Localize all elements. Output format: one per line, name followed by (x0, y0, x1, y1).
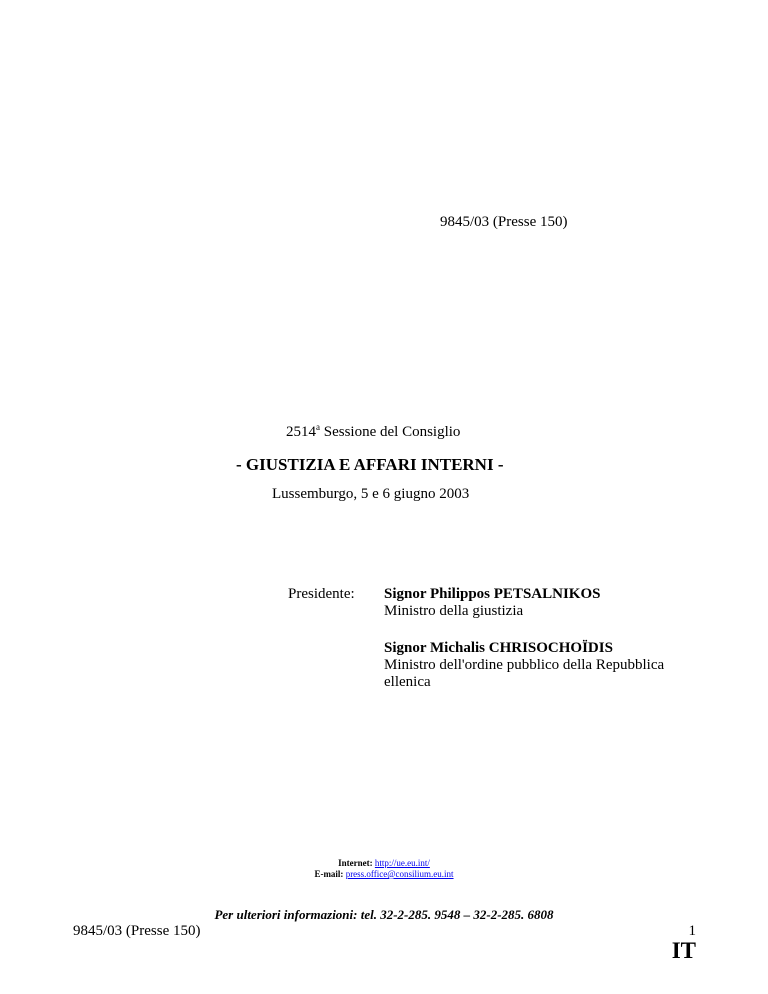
document-reference: 9845/03 (Presse 150) (440, 214, 568, 230)
session-ordinal: a (316, 422, 320, 432)
page-number: 1 (688, 923, 696, 939)
internet-label: Internet: (338, 858, 373, 868)
place-date: Lussemburgo, 5 e 6 giugno 2003 (272, 486, 470, 502)
presidency-label: Presidente: (288, 586, 355, 602)
footer-document-reference: 9845/03 (Presse 150) (73, 923, 201, 939)
president-role: Ministro della giustizia (384, 603, 524, 619)
session-line (286, 422, 460, 441)
language-code: IT (671, 938, 696, 963)
president-name: Signor Michalis CHRISOCHOÏDIS (384, 640, 613, 656)
session-label: Sessione del Consiglio (320, 424, 461, 440)
contact-phone-line: Per ulteriori informazioni: tel. 32-2-285. 9548 – 32-2-285. 6808 (214, 907, 554, 922)
email-label: E-mail: (314, 869, 344, 879)
contact-block (0, 858, 768, 880)
internet-link[interactable]: http://ue.eu.int/ (374, 858, 430, 868)
session-number: 2514 (286, 424, 316, 440)
president-role-continued: ellenica (384, 674, 431, 690)
president-entry (384, 640, 664, 691)
page-title: - GIUSTIZIA E AFFARI INTERNI - (236, 455, 504, 474)
president-entry (384, 586, 600, 620)
president-role: Ministro dell'ordine pubblico della Repubblica (384, 657, 665, 673)
email-link[interactable]: press.office@consilium.eu.int (345, 869, 454, 879)
president-name: Signor Philippos PETSALNIKOS (384, 586, 601, 602)
